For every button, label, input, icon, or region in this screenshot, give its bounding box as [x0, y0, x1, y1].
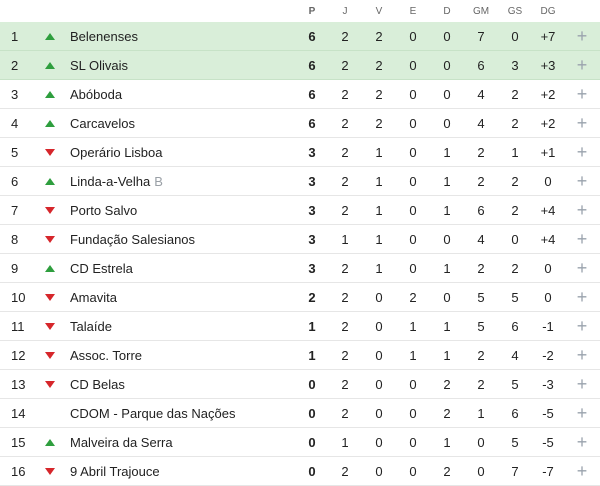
table-row[interactable] — [0, 22, 600, 51]
stat-e: 0 — [409, 260, 417, 276]
stat-e: 0 — [409, 57, 417, 73]
stat-j: 2 — [341, 260, 349, 276]
team-badge: B — [154, 173, 163, 189]
stat-j: 2 — [341, 86, 349, 102]
stat-d: 1 — [443, 347, 451, 363]
stat-v: 2 — [375, 57, 383, 73]
header-draws: E — [409, 5, 417, 17]
stat-e: 0 — [409, 202, 417, 218]
table-row[interactable] — [0, 51, 600, 80]
team-cell[interactable] — [70, 370, 300, 398]
team-name[interactable]: Carcavelos — [70, 115, 136, 131]
stat-p: 1 — [308, 347, 316, 363]
row-rank: 4 — [11, 115, 19, 131]
trend-up-icon — [43, 109, 57, 137]
expand-plus-icon[interactable]: + — [576, 402, 588, 423]
stat-j: 1 — [341, 434, 349, 450]
expand-plus-icon[interactable]: + — [576, 170, 588, 191]
expand-plus-icon[interactable]: + — [576, 431, 588, 452]
expand-plus-icon[interactable]: + — [576, 373, 588, 394]
header-goals-against: GS — [507, 5, 523, 17]
stat-gm: 5 — [477, 289, 485, 305]
table-row[interactable] — [0, 196, 600, 225]
stat-gm: 0 — [477, 463, 485, 479]
team-name[interactable]: Abóboda — [70, 86, 123, 102]
stat-d: 1 — [443, 144, 451, 160]
trend-down-icon — [43, 196, 57, 224]
trend-down-icon — [43, 138, 57, 166]
stat-gs: 4 — [511, 347, 519, 363]
stat-dg: -5 — [542, 405, 554, 421]
stat-gs: 3 — [511, 57, 519, 73]
table-row[interactable] — [0, 167, 600, 196]
trend-down-icon — [43, 312, 57, 340]
stat-j: 2 — [341, 318, 349, 334]
row-rank: 9 — [11, 260, 19, 276]
stat-e: 0 — [409, 144, 417, 160]
stat-d: 1 — [443, 202, 451, 218]
expand-plus-icon[interactable]: + — [576, 199, 588, 220]
team-cell[interactable] — [70, 80, 300, 108]
team-name[interactable]: 9 Abril Trajouce — [70, 463, 160, 479]
row-rank: 8 — [11, 231, 19, 247]
stat-v: 1 — [375, 202, 383, 218]
stat-e: 1 — [409, 347, 417, 363]
stat-dg: -3 — [542, 376, 554, 392]
stat-e: 0 — [409, 405, 417, 421]
table-row[interactable] — [0, 109, 600, 138]
expand-plus-icon[interactable]: + — [576, 315, 588, 336]
stat-d: 0 — [443, 57, 451, 73]
stat-e: 0 — [409, 463, 417, 479]
row-rank: 6 — [11, 173, 19, 189]
row-rank: 7 — [11, 202, 19, 218]
stat-e: 0 — [409, 376, 417, 392]
stat-gm: 6 — [477, 202, 485, 218]
row-rank: 14 — [11, 405, 26, 421]
stat-d: 0 — [443, 115, 451, 131]
stat-p: 2 — [308, 289, 316, 305]
stat-v: 0 — [375, 376, 383, 392]
stat-v: 0 — [375, 318, 383, 334]
expand-plus-icon[interactable]: + — [576, 112, 588, 133]
table-row[interactable] — [0, 428, 600, 457]
table-row[interactable] — [0, 399, 600, 428]
trend-up-icon — [43, 51, 57, 79]
stat-p: 3 — [308, 144, 316, 160]
team-name[interactable]: CDOM - Parque das Nações — [70, 405, 236, 421]
stat-dg: 0 — [544, 173, 552, 189]
stat-p: 3 — [308, 231, 316, 247]
trend-up-icon — [43, 22, 57, 50]
trend-up-icon — [43, 167, 57, 195]
stat-d: 0 — [443, 28, 451, 44]
stat-v: 0 — [375, 347, 383, 363]
stat-v: 1 — [375, 260, 383, 276]
team-cell[interactable] — [70, 109, 300, 137]
team-name[interactable]: Malveira da Serra — [70, 434, 173, 450]
stat-p: 1 — [308, 318, 316, 334]
team-cell[interactable] — [70, 138, 300, 166]
header-goal-difference: DG — [540, 5, 556, 17]
stat-p: 0 — [308, 405, 316, 421]
stat-gm: 4 — [477, 231, 485, 247]
trend-down-icon — [43, 370, 57, 398]
stat-e: 2 — [409, 289, 417, 305]
row-rank: 12 — [11, 347, 26, 363]
trend-down-icon — [43, 341, 57, 369]
stat-v: 2 — [375, 28, 383, 44]
row-rank: 3 — [11, 86, 19, 102]
stat-v: 0 — [375, 434, 383, 450]
stat-j: 2 — [341, 28, 349, 44]
row-rank: 2 — [11, 57, 19, 73]
row-rank: 5 — [11, 144, 19, 160]
team-cell[interactable] — [70, 51, 300, 79]
team-cell[interactable] — [70, 167, 300, 195]
expand-plus-icon[interactable]: + — [576, 54, 588, 75]
stat-gm: 2 — [477, 260, 485, 276]
table-row[interactable] — [0, 254, 600, 283]
stat-gm: 7 — [477, 28, 485, 44]
stat-d: 2 — [443, 405, 451, 421]
table-body — [0, 22, 600, 486]
table-row[interactable] — [0, 457, 600, 486]
stat-p: 3 — [308, 173, 316, 189]
stat-gm: 2 — [477, 376, 485, 392]
stat-p: 3 — [308, 260, 316, 276]
stat-dg: +2 — [540, 115, 556, 131]
stat-e: 0 — [409, 173, 417, 189]
stat-p: 0 — [308, 434, 316, 450]
stat-e: 0 — [409, 28, 417, 44]
team-cell[interactable] — [70, 341, 300, 369]
stat-gm: 2 — [477, 144, 485, 160]
table-row[interactable] — [0, 80, 600, 109]
stat-v: 1 — [375, 231, 383, 247]
row-rank: 13 — [11, 376, 26, 392]
expand-plus-icon[interactable]: + — [576, 286, 588, 307]
stat-p: 3 — [308, 202, 316, 218]
team-cell[interactable] — [70, 283, 300, 311]
team-name[interactable]: Porto Salvo — [70, 202, 138, 218]
team-cell[interactable] — [70, 399, 300, 427]
stat-dg: +1 — [540, 144, 556, 160]
table-row[interactable] — [0, 341, 600, 370]
stat-d: 2 — [443, 463, 451, 479]
team-cell[interactable] — [70, 457, 300, 485]
trend-down-icon — [43, 225, 57, 253]
stat-v: 1 — [375, 173, 383, 189]
stat-dg: 0 — [544, 289, 552, 305]
trend-up-icon — [43, 428, 57, 456]
table-row[interactable] — [0, 370, 600, 399]
stat-d: 1 — [443, 173, 451, 189]
stat-dg: 0 — [544, 260, 552, 276]
stat-gs: 2 — [511, 202, 519, 218]
row-rank: 15 — [11, 434, 26, 450]
team-name[interactable]: Amavita — [70, 289, 117, 305]
stat-p: 0 — [308, 376, 316, 392]
stat-v: 0 — [375, 405, 383, 421]
team-cell[interactable] — [70, 196, 300, 224]
expand-plus-icon[interactable]: + — [576, 257, 588, 278]
team-name[interactable]: Linda-a-Velha — [70, 173, 151, 189]
stat-dg: -2 — [542, 347, 554, 363]
stat-v: 1 — [375, 144, 383, 160]
stat-e: 0 — [409, 434, 417, 450]
trend-none — [43, 399, 57, 427]
team-cell[interactable] — [70, 428, 300, 456]
stat-dg: +4 — [540, 202, 556, 218]
stat-dg: -7 — [542, 463, 554, 479]
team-name[interactable]: Operário Lisboa — [70, 144, 163, 160]
stat-gm: 1 — [477, 405, 485, 421]
stat-j: 2 — [341, 202, 349, 218]
stat-dg: -5 — [542, 434, 554, 450]
stat-gm: 6 — [477, 57, 485, 73]
stat-gs: 5 — [511, 289, 519, 305]
stat-d: 0 — [443, 289, 451, 305]
stat-j: 2 — [341, 405, 349, 421]
team-name[interactable]: Belenenses — [70, 28, 138, 44]
expand-plus-icon[interactable]: + — [576, 344, 588, 365]
trend-up-icon — [43, 80, 57, 108]
expand-plus-icon[interactable]: + — [576, 25, 588, 46]
team-name[interactable]: Fundação Salesianos — [70, 231, 196, 247]
stat-j: 2 — [341, 376, 349, 392]
stat-j: 2 — [341, 289, 349, 305]
stat-e: 0 — [409, 231, 417, 247]
team-cell[interactable] — [70, 312, 300, 340]
stat-dg: +7 — [540, 28, 556, 44]
stat-gm: 5 — [477, 318, 485, 334]
stat-j: 2 — [341, 57, 349, 73]
header-points: P — [308, 5, 316, 17]
stat-gs: 7 — [511, 463, 519, 479]
stat-gs: 2 — [511, 115, 519, 131]
stat-gs: 2 — [511, 173, 519, 189]
stat-d: 0 — [443, 231, 451, 247]
trend-up-icon — [43, 254, 57, 282]
stat-d: 1 — [443, 434, 451, 450]
stat-p: 6 — [308, 115, 316, 131]
team-name[interactable]: Assoc. Torre — [70, 347, 143, 363]
expand-plus-icon[interactable]: + — [576, 83, 588, 104]
header-wins: V — [375, 5, 383, 17]
expand-plus-icon[interactable]: + — [576, 460, 588, 481]
team-name[interactable]: CD Estrela — [70, 260, 133, 276]
stat-gs: 5 — [511, 376, 519, 392]
table-row[interactable] — [0, 225, 600, 254]
stat-gs: 0 — [511, 28, 519, 44]
stat-gs: 2 — [511, 260, 519, 276]
stat-gs: 6 — [511, 318, 519, 334]
stat-v: 2 — [375, 86, 383, 102]
stat-v: 0 — [375, 463, 383, 479]
stat-gs: 2 — [511, 86, 519, 102]
trend-down-icon — [43, 283, 57, 311]
header-goals-for: GM — [472, 5, 490, 17]
stat-gs: 6 — [511, 405, 519, 421]
expand-plus-icon[interactable]: + — [576, 141, 588, 162]
stat-d: 1 — [443, 260, 451, 276]
stat-gm: 4 — [477, 86, 485, 102]
header-played: J — [342, 5, 348, 17]
stat-p: 6 — [308, 57, 316, 73]
stat-gm: 2 — [477, 173, 485, 189]
stat-j: 2 — [341, 144, 349, 160]
row-rank: 11 — [11, 318, 25, 334]
stat-j: 2 — [341, 173, 349, 189]
team-cell[interactable] — [70, 254, 300, 282]
team-name[interactable]: Talaíde — [70, 318, 112, 334]
stat-j: 1 — [341, 231, 349, 247]
stat-e: 0 — [409, 115, 417, 131]
table-row[interactable] — [0, 138, 600, 167]
stat-d: 0 — [443, 86, 451, 102]
stat-p: 6 — [308, 86, 316, 102]
stat-v: 0 — [375, 289, 383, 305]
trend-down-icon — [43, 457, 57, 485]
stat-d: 2 — [443, 376, 451, 392]
stat-j: 2 — [341, 463, 349, 479]
stat-gm: 2 — [477, 347, 485, 363]
team-name[interactable]: CD Belas — [70, 376, 125, 392]
row-rank: 16 — [11, 463, 26, 479]
stat-gs: 5 — [511, 434, 519, 450]
stat-dg: -1 — [542, 318, 554, 334]
stat-p: 0 — [308, 463, 316, 479]
team-cell[interactable] — [70, 22, 300, 50]
stat-j: 2 — [341, 115, 349, 131]
stat-gm: 4 — [477, 115, 485, 131]
team-cell[interactable] — [70, 225, 300, 253]
stat-v: 2 — [375, 115, 383, 131]
stat-e: 1 — [409, 318, 417, 334]
stat-dg: +4 — [540, 231, 556, 247]
stat-dg: +2 — [540, 86, 556, 102]
row-rank: 10 — [11, 289, 26, 305]
stat-gs: 0 — [511, 231, 519, 247]
stat-j: 2 — [341, 347, 349, 363]
table-header — [0, 0, 600, 22]
stat-gs: 1 — [511, 144, 519, 160]
stat-dg: +3 — [540, 57, 556, 73]
team-name[interactable]: SL Olivais — [70, 57, 129, 73]
stat-p: 6 — [308, 28, 316, 44]
stat-d: 1 — [443, 318, 451, 334]
expand-plus-icon[interactable]: + — [576, 228, 588, 249]
header-losses: D — [443, 5, 451, 17]
table-row[interactable] — [0, 283, 600, 312]
table-row[interactable] — [0, 312, 600, 341]
row-rank: 1 — [11, 28, 19, 44]
stat-e: 0 — [409, 86, 417, 102]
stat-gm: 0 — [477, 434, 485, 450]
